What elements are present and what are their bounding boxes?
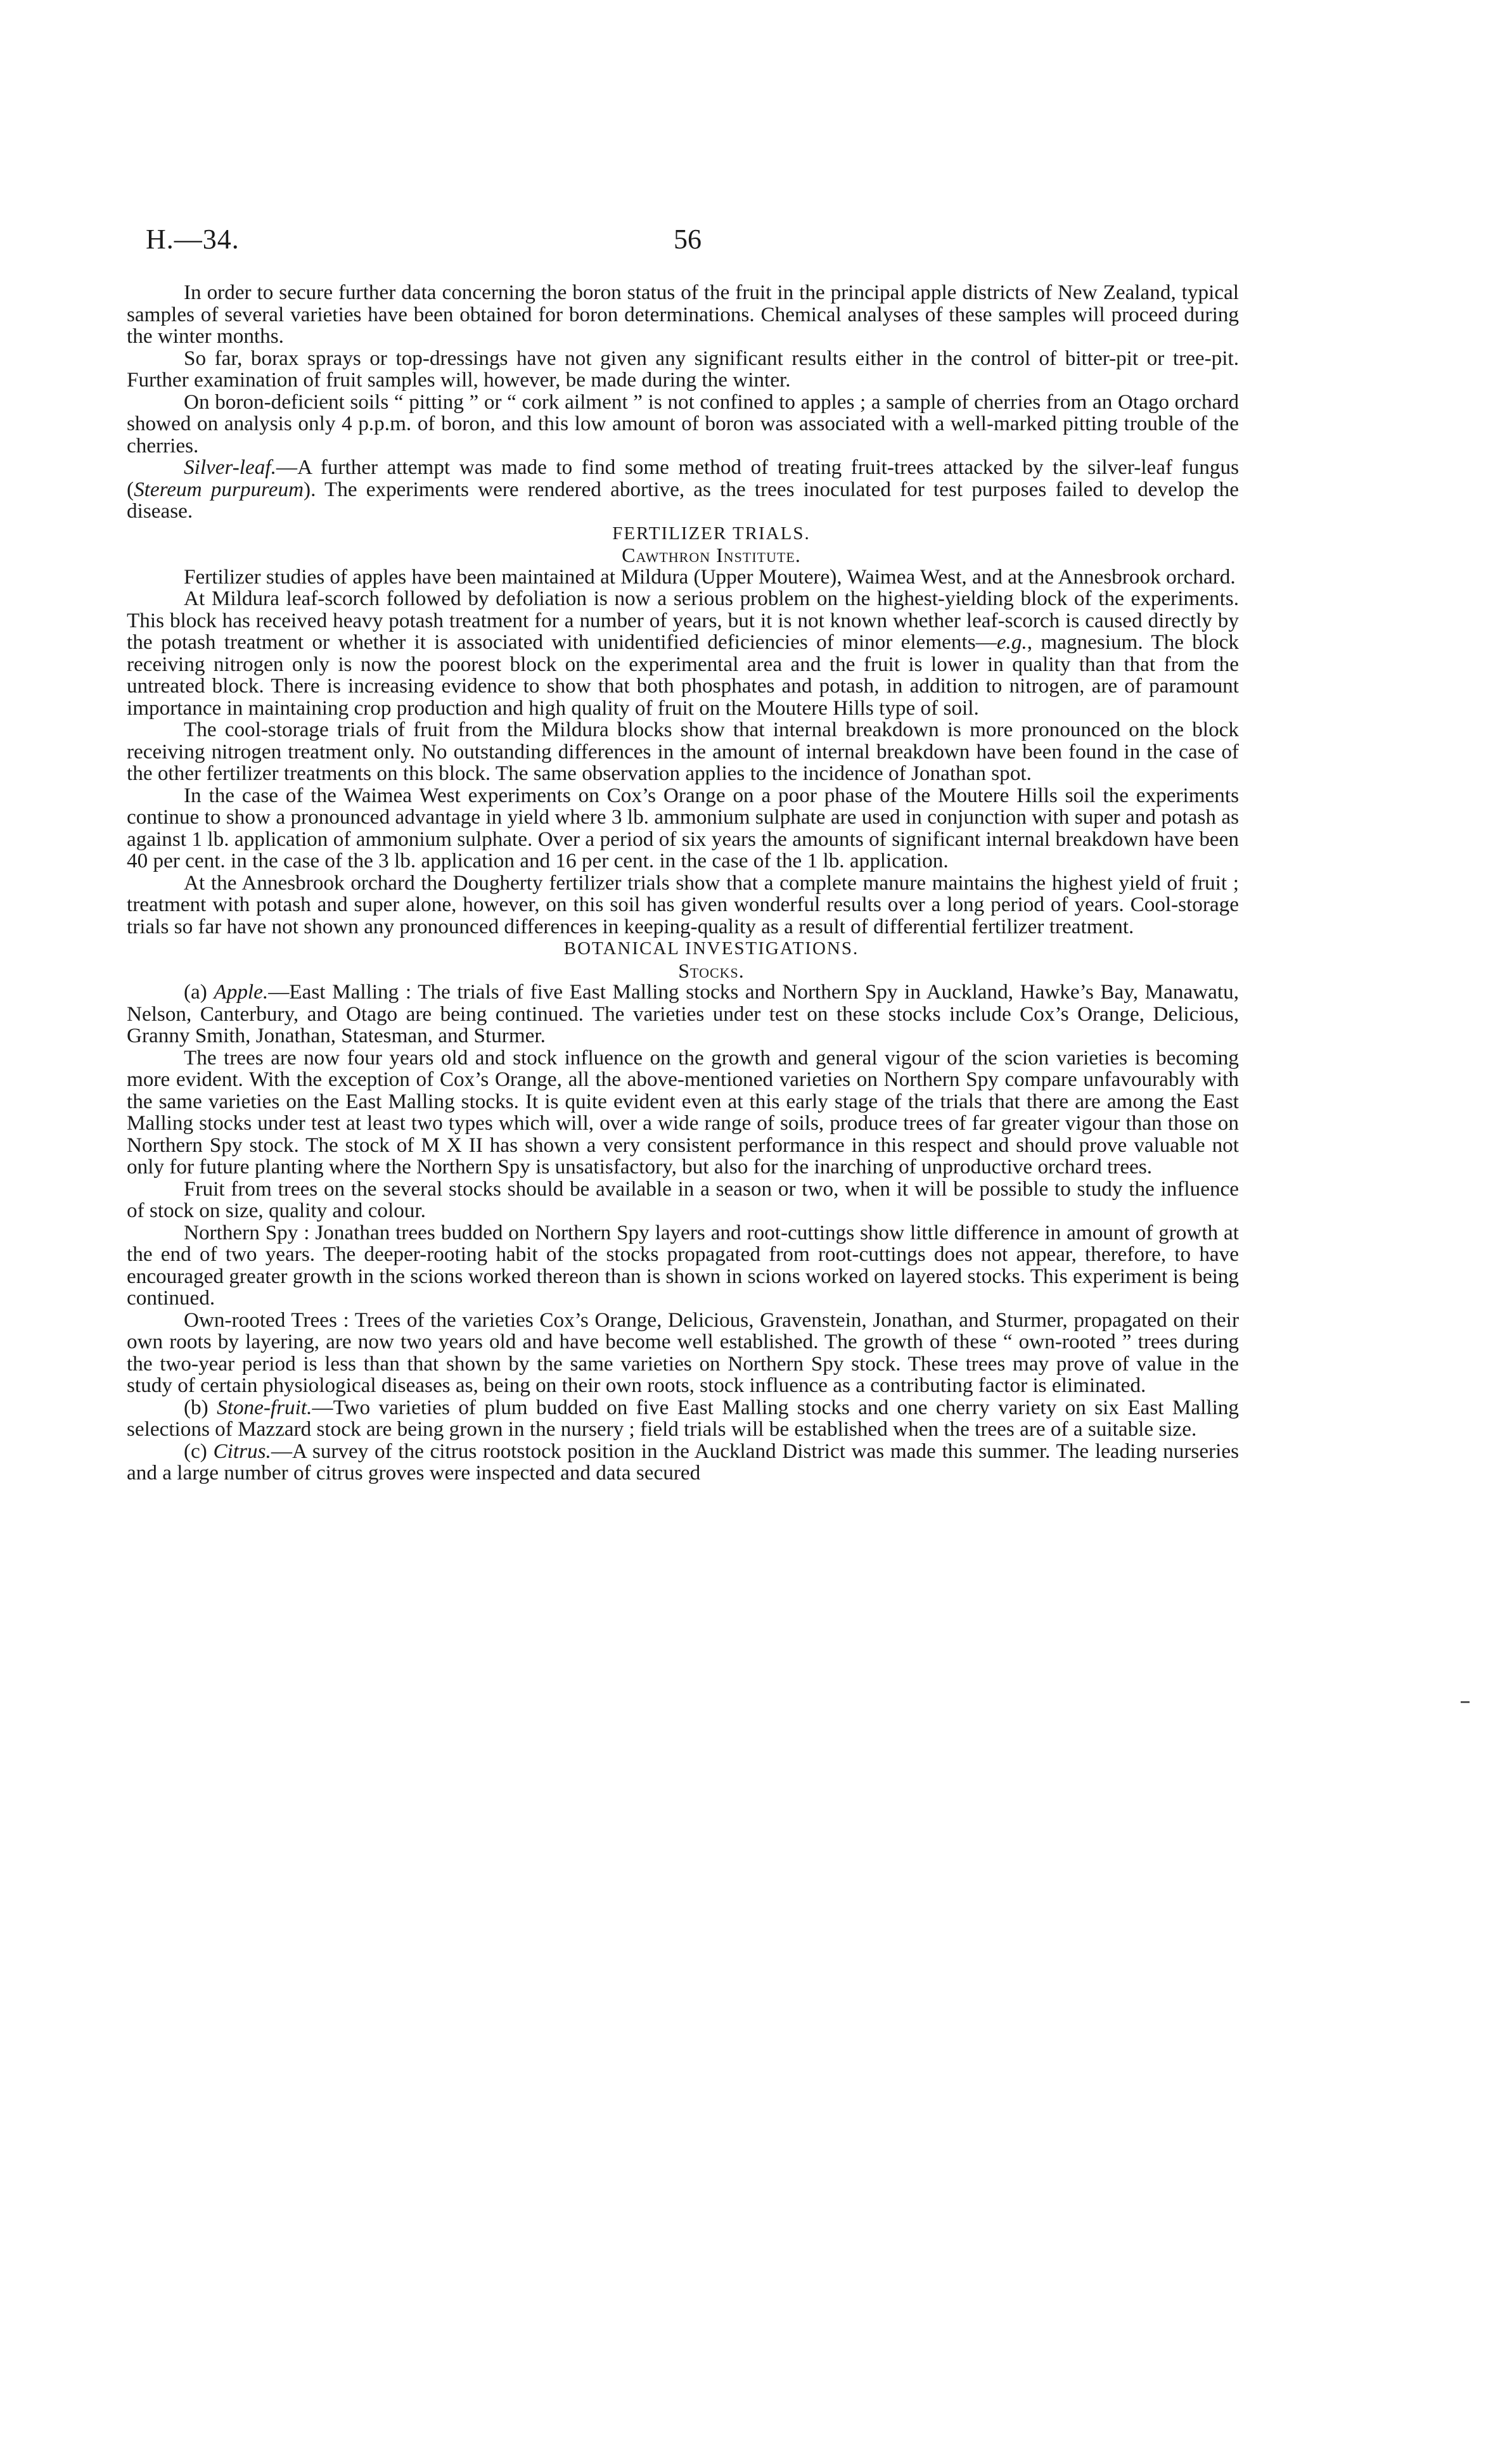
paragraph-own-rooted-trees: Own-rooted Trees : Trees of the varieties Cox’s Orange, Delicious, Gravenstein, Jonathan, and Sturmer, propagated on their own roots by layering, are now two years old and have become well established. The growth of these “ own-rooted ” trees during the two-year period is less than that shown by the same varieties on Northern Spy stock. These trees may prove of value in the study of certain physiological diseases as, being on their own roots, stock influence as a contributing factor is eliminated. bbox=[127, 1308, 1239, 1397]
apple-text: —East Malling : The trials of five East Malling stocks and Northern Spy in Auckland, Hawke’s Bay, Manawatu, Nelson, Canterbury, and Otago are being continued. The varieties under test on these stocks include Cox’s Orange, Delicious, Granny Smith, Jonathan, Statesman, and Sturmer. bbox=[127, 980, 1239, 1047]
paragraph-apple-east-malling bbox=[127, 981, 1239, 1047]
citrus-text: —A survey of the citrus rootstock position in the Auckland District was made this summer. The leading nurseries and a large number of citrus groves were inspected and data secured bbox=[127, 1439, 1239, 1484]
silver-leaf-latin: Stereum purpureum bbox=[134, 477, 304, 501]
page-number: 56 bbox=[674, 224, 702, 255]
paragraph-boron-deficient-soils: On boron-deficient soils “ pitting ” or “ cork ailment ” is not confined to apples ; a sample of cherries from an Otago orchard showed on analysis only 4 p.p.m. of boron, and this low amount of boron was associated with a well-marked pitting trouble of the cherries. bbox=[127, 390, 1239, 457]
stone-text: —Two varieties of plum budded on five East Malling stocks and one cherry variety on six East Malling selections of Mazzard stock are being grown in the nursery ; field trials will be established when the trees are of a suitable size. bbox=[127, 1395, 1239, 1441]
citrus-lead: Citrus. bbox=[213, 1439, 271, 1463]
mildura-text-b: , magnesium. The block receiving nitrogen only is now the poorest block on the experimental area and the fruit is lower in quality than that from the untreated block. There is increasing evidence to show that both phosphates and potash, in addition to nitrogen, are of paramount importance in maintaining crop production and high quality of fruit on the Moutere Hills type of soil. bbox=[127, 630, 1239, 720]
heading-fertilizer-trials: FERTILIZER TRIALS. bbox=[612, 523, 811, 544]
paragraph-stone-fruit bbox=[127, 1397, 1239, 1441]
citrus-label: (c) bbox=[184, 1439, 214, 1463]
paragraph-annesbrook: At the Annesbrook orchard the Dougherty fertilizer trials show that a complete manure maintains the highest yield of fruit ; treatment with potash and super alone, however, on this soil has given wonderful results over a long period of years. Cool-storage trials so far have not shown any pronounced differences in keeping-quality as a result of differential fertilizer treatment. bbox=[127, 871, 1239, 938]
page-header bbox=[146, 223, 1343, 261]
paragraph-northern-spy: Northern Spy : Jonathan trees budded on Northern Spy layers and root-cuttings show little difference in amount of growth at the end of two years. The deeper-rooting habit of the stocks propagated from root-cuttings does not appear, therefore, to have encouraged greater growth in the scions worked thereon than is shown in scions worked on layered stocks. This experiment is being continued. bbox=[127, 1220, 1239, 1310]
page-body bbox=[127, 282, 1239, 1484]
paragraph-mildura-leaf-scorch bbox=[127, 588, 1239, 719]
silver-leaf-text-a: —A further attempt was made to find some method of treating fruit-trees attacked by the silver-leaf fungus ( bbox=[127, 456, 1239, 501]
apple-label: (a) bbox=[184, 980, 214, 1004]
paragraph-waimea-west: In the case of the Waimea West experiments on Cox’s Orange on a poor phase of the Moutere Hills soil the experiments continue to show a pronounced advantage in yield where 3 lb. ammonium sulphate are used in conjunction with super and potash as against 1 lb. application of ammonium sulphate. Over a period of six years the amounts of significant internal breakdown have been 40 per cent. in the case of the 3 lb. application and 16 per cent. in the case of the 1 lb. application. bbox=[127, 783, 1239, 872]
subheading-stocks: Stocks. bbox=[678, 959, 745, 982]
heading-botanical-investigations: BOTANICAL INVESTIGATIONS. bbox=[563, 938, 859, 959]
margin-mark bbox=[1461, 1701, 1470, 1703]
paragraph-silver-leaf bbox=[127, 457, 1239, 523]
paragraph-stock-influence: The trees are now four years old and stock influence on the growth and general vigour of the scion varieties is becoming more evident. With the exception of Cox’s Orange, all the above-mentioned varieties on Northern Spy compare unfavourably with the same varieties on the East Malling stocks. It is quite evident even at this early stage of the trials that there are among the East Malling stocks under test at least two types which will, over a wide range of soils, produce trees of far greater vigour than those on Northern Spy stock. The stock of M X II has shown a very consistent performance in this respect and should prove valuable not only for future planting where the Northern Spy is unsatisfactory, but also for the inarching of unproductive orchard trees. bbox=[127, 1045, 1239, 1178]
stone-label: (b) bbox=[184, 1395, 217, 1419]
paragraph-fruit-from-stocks: Fruit from trees on the several stocks should be available in a season or two, when it will be possible to study the influence of stock on size, quality and colour. bbox=[127, 1177, 1239, 1222]
paragraph-borax-sprays: So far, borax sprays or top-dressings have not given any significant results either in the control of bitter-pit or tree-pit. Further examination of fruit samples will, however, be made during the winter. bbox=[127, 346, 1239, 392]
subheading-cawthron-institute: Cawthron Institute. bbox=[622, 544, 801, 566]
mildura-eg: e.g. bbox=[996, 630, 1027, 654]
silver-leaf-lead: Silver-leaf. bbox=[184, 456, 276, 479]
paragraph-fertilizer-studies: Fertilizer studies of apples have been maintained at Mildura (Upper Moutere), Waimea West, and at the Annesbrook orchard. bbox=[184, 565, 1236, 589]
paragraph-cool-storage-mildura: The cool-storage trials of fruit from the Mildura blocks show that internal breakdown is more pronounced on the block receiving nitrogen treatment only. No outstanding differences in the amount of internal breakdown have been found in the case of the other fertilizer treatments on this block. The same observation applies to the incidence of Jonathan spot. bbox=[127, 718, 1239, 785]
apple-lead: Apple. bbox=[214, 980, 269, 1004]
paragraph-citrus bbox=[127, 1441, 1239, 1484]
paragraph-boron-samples: In order to secure further data concerning the boron status of the fruit in the principal apple districts of New Zealand, typical samples of several varieties have been obtained for boron determinations. Chemical analyses of these samples will proceed during the winter months. bbox=[127, 281, 1239, 348]
mildura-text-a: At Mildura leaf-scorch followed by defoliation is now a serious problem on the highest-yielding block of the experiments. This block has received heavy potash treatment for a number of years, but it is not known whether leaf-scorch is caused directly by the potash treatment or whether it is associated with unidentified deficiencies of minor elements— bbox=[127, 587, 1239, 654]
report-code: H.—34. bbox=[146, 224, 240, 255]
stone-lead: Stone-fruit. bbox=[217, 1395, 312, 1419]
silver-leaf-text-b: ). The experiments were rendered abortive, as the trees inoculated for test purposes failed to develop the disease. bbox=[127, 477, 1239, 523]
